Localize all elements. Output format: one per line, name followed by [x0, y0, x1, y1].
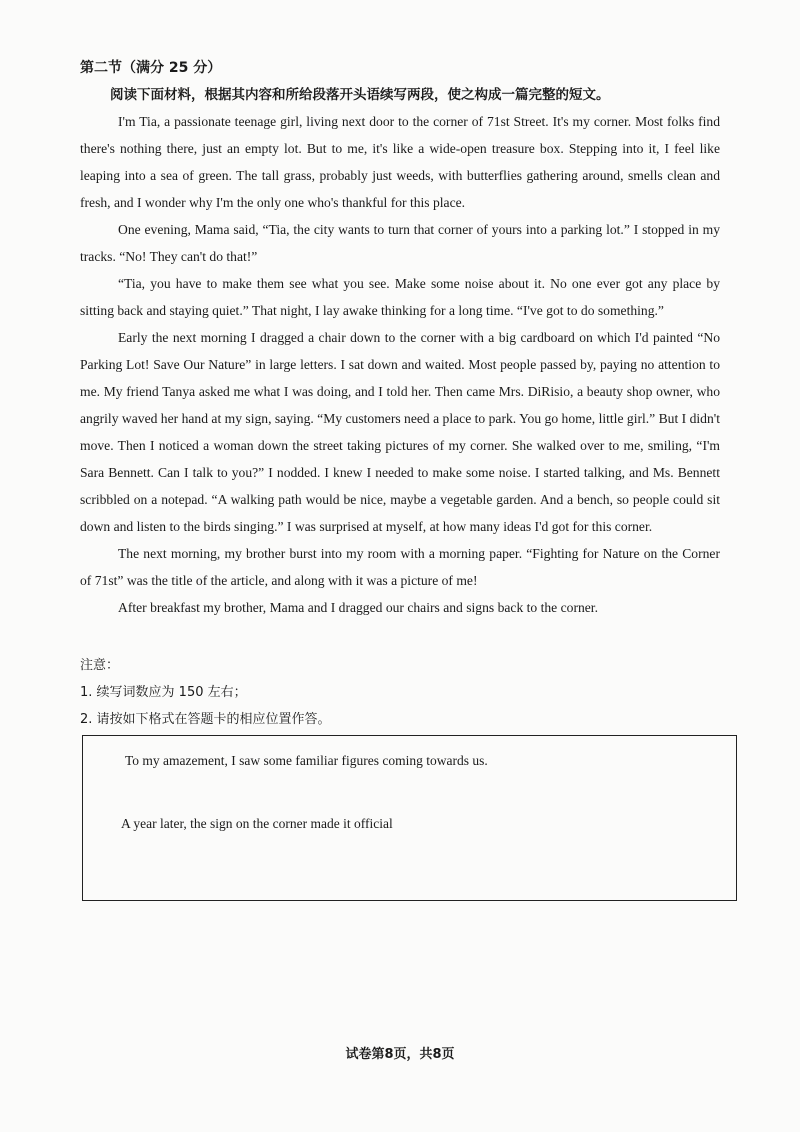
notes-section: [80, 652, 331, 733]
passage-paragraph: I'm Tia, a passionate teenage girl, living next door to the corner of 71st Street. It's my corner. Most folks find there's nothing there, just an empty lot. But to me, it's like a wide-open treasure box. Stepping into it, I feel like leaping into a sea of green. The tall grass, probably just weeds, with butterflies gathering around, smells clean and fresh, and I wonder why I'm the only one who's thankful for this place.: [80, 114, 720, 210]
page-footer: 试卷第8页，共8页: [345, 1047, 455, 1062]
passage-paragraph: “Tia, you have to make them see what you see. Make some noise about it. No one ever got any place by sitting back and staying quiet.” That night, I lay awake thinking for a long time. “I've got to do something.”: [80, 276, 720, 318]
section-title: 第二节（满分 25 分）: [80, 60, 222, 76]
paragraph-opening-2: A year later, the sign on the corner made it official: [121, 816, 393, 831]
passage-paragraph: The next morning, my brother burst into my room with a morning paper. “Fighting for Nature on the Corner of 71st” was the title of the article, and along with it was a picture of me!: [80, 546, 720, 588]
passage-paragraph: One evening, Mama said, “Tia, the city wants to turn that corner of yours into a parking lot.” I stopped in my tracks. “No! They can't do that!”: [80, 222, 720, 264]
passage-paragraph: After breakfast my brother, Mama and I dragged our chairs and signs back to the corner.: [118, 600, 598, 615]
task-instruction: 阅读下面材料，根据其内容和所给段落开头语续写两段，使之构成一篇完整的短文。: [110, 87, 610, 103]
passage-paragraph: Early the next morning I dragged a chair down to the corner with a big cardboard on which I'd painted “No Parking Lot! Save Our Nature” in large letters. I sat down and waited. Most people passed by, paying no attention to me. My friend Tanya asked me what I was doing, and I told her. Then came Mrs. DiRisio, a beauty shop owner, who angrily waved her hand at my sign, saying. “My customers need a place to park. You go home, little girl.” But I didn't move. Then I noticed a woman down the street taking pictures of my corner. She walked over to me, smiling, “I'm Sara Bennett. Can I talk to you?” I nodded. I knew I needed to make some noise. I started talking, and Ms. Bennett scribbled on a notepad. “A walking path would be nice, maybe a vegetable garden. And a bench, so people could sit down and listen to the birds singing.” I was surprised at myself, at how many ideas I'd got for this corner.: [80, 330, 720, 534]
note-item: 2. 请按如下格式在答题卡的相应位置作答。: [80, 712, 331, 727]
note-item: 1. 续写词数应为 150 左右；: [80, 685, 247, 700]
notes-heading: 注意：: [80, 658, 120, 673]
reading-passage: [80, 108, 720, 621]
paragraph-opening-1: To my amazement, I saw some familiar figures coming towards us.: [125, 753, 488, 768]
answer-format-box: [82, 735, 737, 901]
